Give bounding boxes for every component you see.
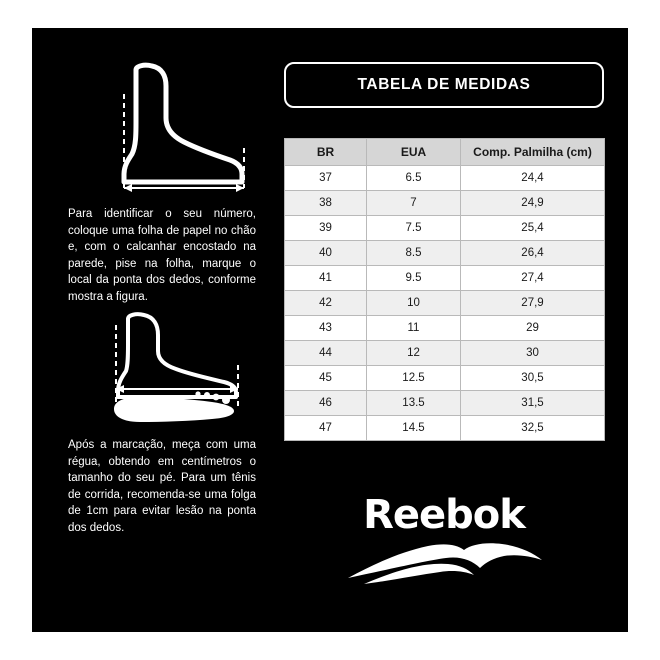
cell-eua: 12.5 bbox=[367, 366, 461, 391]
cell-br: 41 bbox=[285, 266, 367, 291]
cell-eua: 8.5 bbox=[367, 241, 461, 266]
cell-eua: 14.5 bbox=[367, 416, 461, 441]
black-board bbox=[32, 28, 628, 632]
instructions-text-step-1: Para identificar o seu número, coloque uma folha de papel no chão e, com o calcanhar encostado na parede, pise na folha, marque o local da ponta dos dedos, conforme mostra a figura. bbox=[68, 208, 256, 303]
cell-insole: 27,4 bbox=[461, 266, 605, 291]
cell-eua: 7.5 bbox=[367, 216, 461, 241]
cell-insole: 30,5 bbox=[461, 366, 605, 391]
column-header-br: BR bbox=[285, 139, 367, 166]
table-row bbox=[285, 191, 605, 216]
instructions-text-step-2: Após a marcação, meça com uma régua, obtendo em centímetros o tamanho do seu pé. Para um tênis de corrida, recomenda-se uma folga de 1cm para evitar lesão na ponta dos dedos. bbox=[68, 439, 256, 534]
cell-insole: 26,4 bbox=[461, 241, 605, 266]
foot-side-view-diagram bbox=[66, 62, 262, 192]
table-row bbox=[285, 366, 605, 391]
cell-insole: 29 bbox=[461, 316, 605, 341]
cell-br: 38 bbox=[285, 191, 367, 216]
cell-eua: 6.5 bbox=[367, 166, 461, 191]
cell-insole: 24,9 bbox=[461, 191, 605, 216]
table-row bbox=[285, 266, 605, 291]
cell-eua: 12 bbox=[367, 341, 461, 366]
size-table bbox=[284, 138, 605, 441]
table-row bbox=[285, 166, 605, 191]
cell-insole: 31,5 bbox=[461, 391, 605, 416]
cell-insole: 25,4 bbox=[461, 216, 605, 241]
cell-insole: 32,5 bbox=[461, 416, 605, 441]
table-row bbox=[285, 291, 605, 316]
table-header-row bbox=[285, 139, 605, 166]
cell-insole: 30 bbox=[461, 341, 605, 366]
cell-eua: 13.5 bbox=[367, 391, 461, 416]
cell-br: 37 bbox=[285, 166, 367, 191]
table-row bbox=[285, 216, 605, 241]
table-row bbox=[285, 241, 605, 266]
cell-br: 47 bbox=[285, 416, 367, 441]
table-title-badge bbox=[284, 62, 604, 108]
foot-measure-diagram bbox=[66, 305, 262, 425]
table-row bbox=[285, 341, 605, 366]
brand-name: Reebok bbox=[363, 492, 525, 538]
cell-eua: 11 bbox=[367, 316, 461, 341]
cell-eua: 7 bbox=[367, 191, 461, 216]
column-header-eua: EUA bbox=[367, 139, 461, 166]
cell-eua: 9.5 bbox=[367, 266, 461, 291]
table-title: TABELA DE MEDIDAS bbox=[357, 76, 531, 93]
cell-br: 42 bbox=[285, 291, 367, 316]
brand-logo bbox=[284, 494, 604, 604]
reebok-vector-logo bbox=[344, 538, 544, 591]
cell-insole: 27,9 bbox=[461, 291, 605, 316]
cell-br: 43 bbox=[285, 316, 367, 341]
cell-br: 44 bbox=[285, 341, 367, 366]
measurements-column bbox=[284, 62, 604, 441]
table-row bbox=[285, 391, 605, 416]
cell-br: 45 bbox=[285, 366, 367, 391]
instructions-column bbox=[66, 62, 262, 602]
cell-br: 46 bbox=[285, 391, 367, 416]
column-header-insole: Comp. Palmilha (cm) bbox=[461, 139, 605, 166]
cell-br: 39 bbox=[285, 216, 367, 241]
cell-br: 40 bbox=[285, 241, 367, 266]
cell-eua: 10 bbox=[367, 291, 461, 316]
cell-insole: 24,4 bbox=[461, 166, 605, 191]
table-row bbox=[285, 416, 605, 441]
table-row bbox=[285, 316, 605, 341]
